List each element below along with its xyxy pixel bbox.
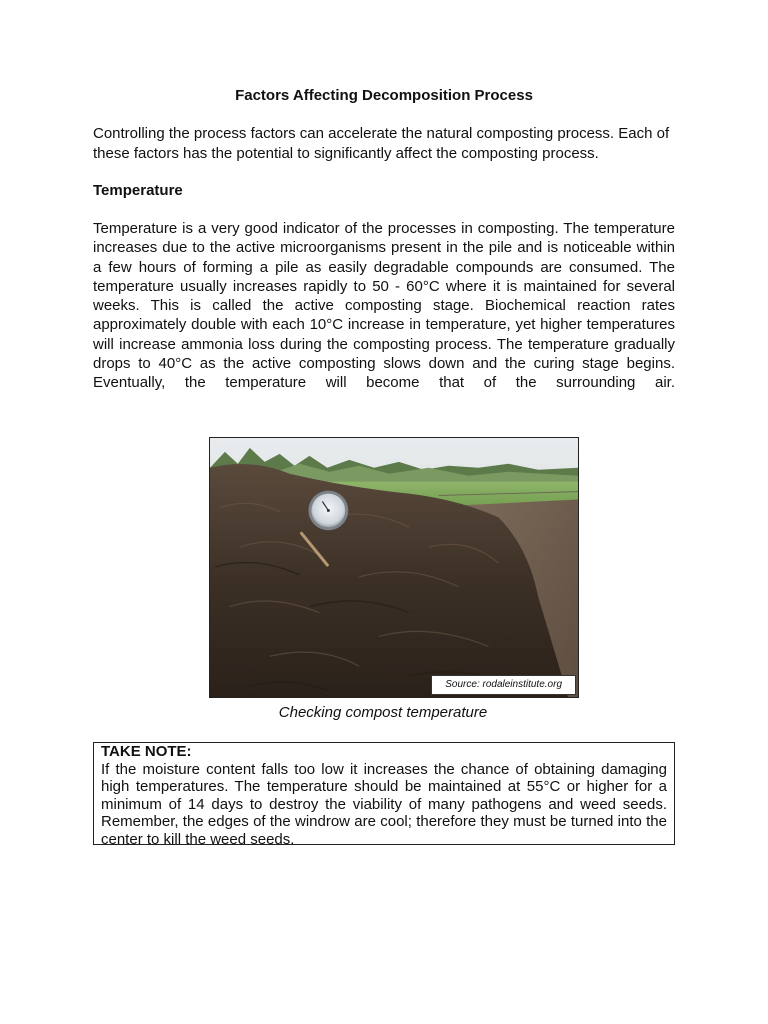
- photo-source-label: Source: rodaleinstitute.org: [431, 675, 576, 695]
- take-note-text: If the moisture content falls too low it increases the chance of obtaining damaging high temperatures. The temperature should be maintained at 55°C or higher for a minimum of 14 days to destroy the viability of many pathogens and weed seeds. Remember, the edges of the windrow are cool; therefore they must be turned into the center to kill the weed seeds.: [101, 760, 667, 848]
- compost-pile-image: [210, 438, 578, 697]
- temperature-paragraph: Temperature is a very good indicator of the processes in composting. The temperature increases due to the active microorganisms present in the pile and is noticeable within a few hours of forming a pile as easily degradable compounds are consumed. The temperature usually increases rapidly to 50 - 60°C where it is maintained for several weeks. This is called the active composting stage. Biochemical reaction rates approximately double with each 10°C increase in temperature, yet higher temperatures will increase ammonia loss during the composting process. The temperature gradually drops to 40°C as the active composting slows down and the curing stage begins. Eventually, the temperature will become that of the surrounding air.: [93, 220, 675, 392]
- figure-caption: Checking compost temperature: [278, 704, 488, 721]
- take-note-title: TAKE NOTE:: [101, 743, 192, 760]
- section-heading-temperature: Temperature: [93, 182, 183, 199]
- compost-photo: [209, 437, 579, 698]
- intro-paragraph: Controlling the process factors can accelerate the natural composting process. Each of these factors has the potential to significantly affect the composting process.: [93, 125, 670, 162]
- take-note-box: [93, 742, 675, 848]
- page-title: Factors Affecting Decomposition Process: [235, 87, 533, 104]
- document-page: [93, 86, 675, 393]
